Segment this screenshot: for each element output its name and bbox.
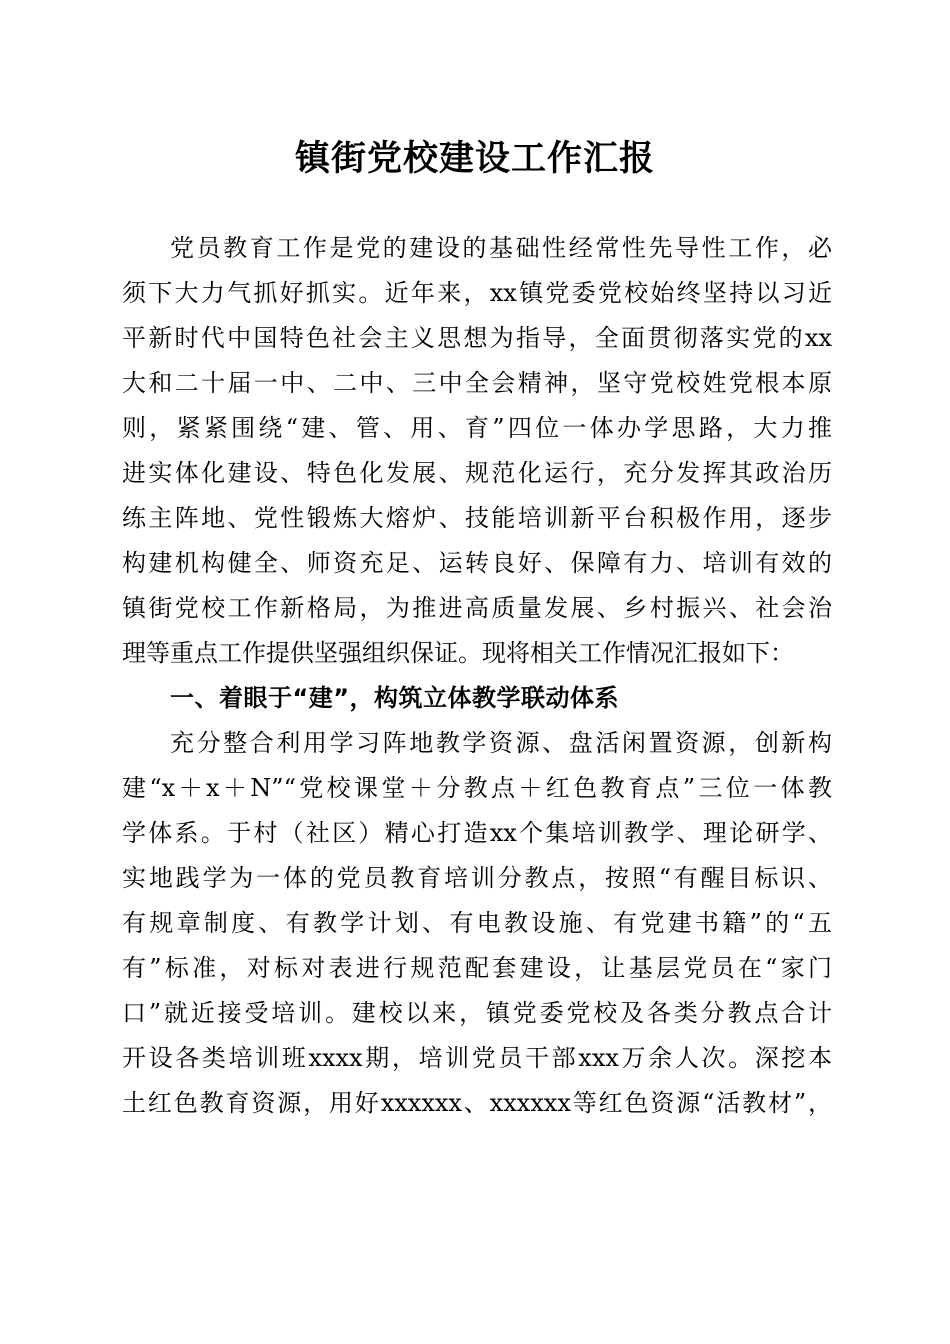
paragraph-line: 充分整合利用学习阵地教学资源、盘活闲置资源，创新构 <box>170 729 832 757</box>
paragraph-line: 有规章制度、有教学计划、有电教设施、有党建书籍”的“五 <box>122 909 832 937</box>
paragraph-line: 学体系。于村（社区）精心打造xx个集培训教学、理论研学、 <box>122 819 832 847</box>
paragraph-line: 须下大力气抓好抓实。近年来，xx镇党委党校始终坚持以习近 <box>122 279 832 307</box>
paragraph-intro <box>122 226 832 1126</box>
paragraph-line: 大和二十届一中、二中、三中全会精神，坚守党校姓党根本原 <box>122 369 832 397</box>
section-heading: 一、着眼于“建”，构筑立体教学联动体系 <box>170 684 620 712</box>
paragraph-line: 有”标准，对标对表进行规范配套建设，让基层党员在“家门 <box>122 954 832 982</box>
paragraph-line: 构建机构健全、师资充足、运转良好、保障有力、培训有效的 <box>122 549 832 577</box>
paragraph-line: 进实体化建设、特色化发展、规范化运行，充分发挥其政治历 <box>122 459 832 487</box>
paragraph-line: 则，紧紧围绕“建、管、用、育”四位一体办学思路，大力推 <box>122 414 832 442</box>
paragraph-line: 镇街党校工作新格局，为推进高质量发展、乡村振兴、社会治 <box>122 594 832 622</box>
paragraph-line: 练主阵地、党性锻炼大熔炉、技能培训新平台积极作用，逐步 <box>122 504 832 532</box>
paragraph-line: 党员教育工作是党的建设的基础性经常性先导性工作，必 <box>170 234 832 262</box>
paragraph-line: 口”就近接受培训。建校以来，镇党委党校及各类分教点合计 <box>122 999 832 1027</box>
paragraph-line: 实地践学为一体的党员教育培训分教点，按照“有醒目标识、 <box>122 864 832 892</box>
paragraph-line: 理等重点工作提供坚强组织保证。现将相关工作情况汇报如下： <box>122 639 794 667</box>
paragraph-line: 开设各类培训班xxxx期，培训党员干部xxx万余人次。深挖本 <box>122 1044 832 1072</box>
paragraph-line: 建“x＋x＋N”“党校课堂＋分教点＋红色教育点”三位一体教 <box>122 774 832 802</box>
paragraph-line: 平新时代中国特色社会主义思想为指导，全面贯彻落实党的xx <box>122 324 832 352</box>
paragraph-line: 土红色教育资源，用好xxxxxx、xxxxxx等红色资源“活教材”， <box>122 1089 832 1117</box>
page-title: 镇街党校建设工作汇报 <box>294 138 655 179</box>
